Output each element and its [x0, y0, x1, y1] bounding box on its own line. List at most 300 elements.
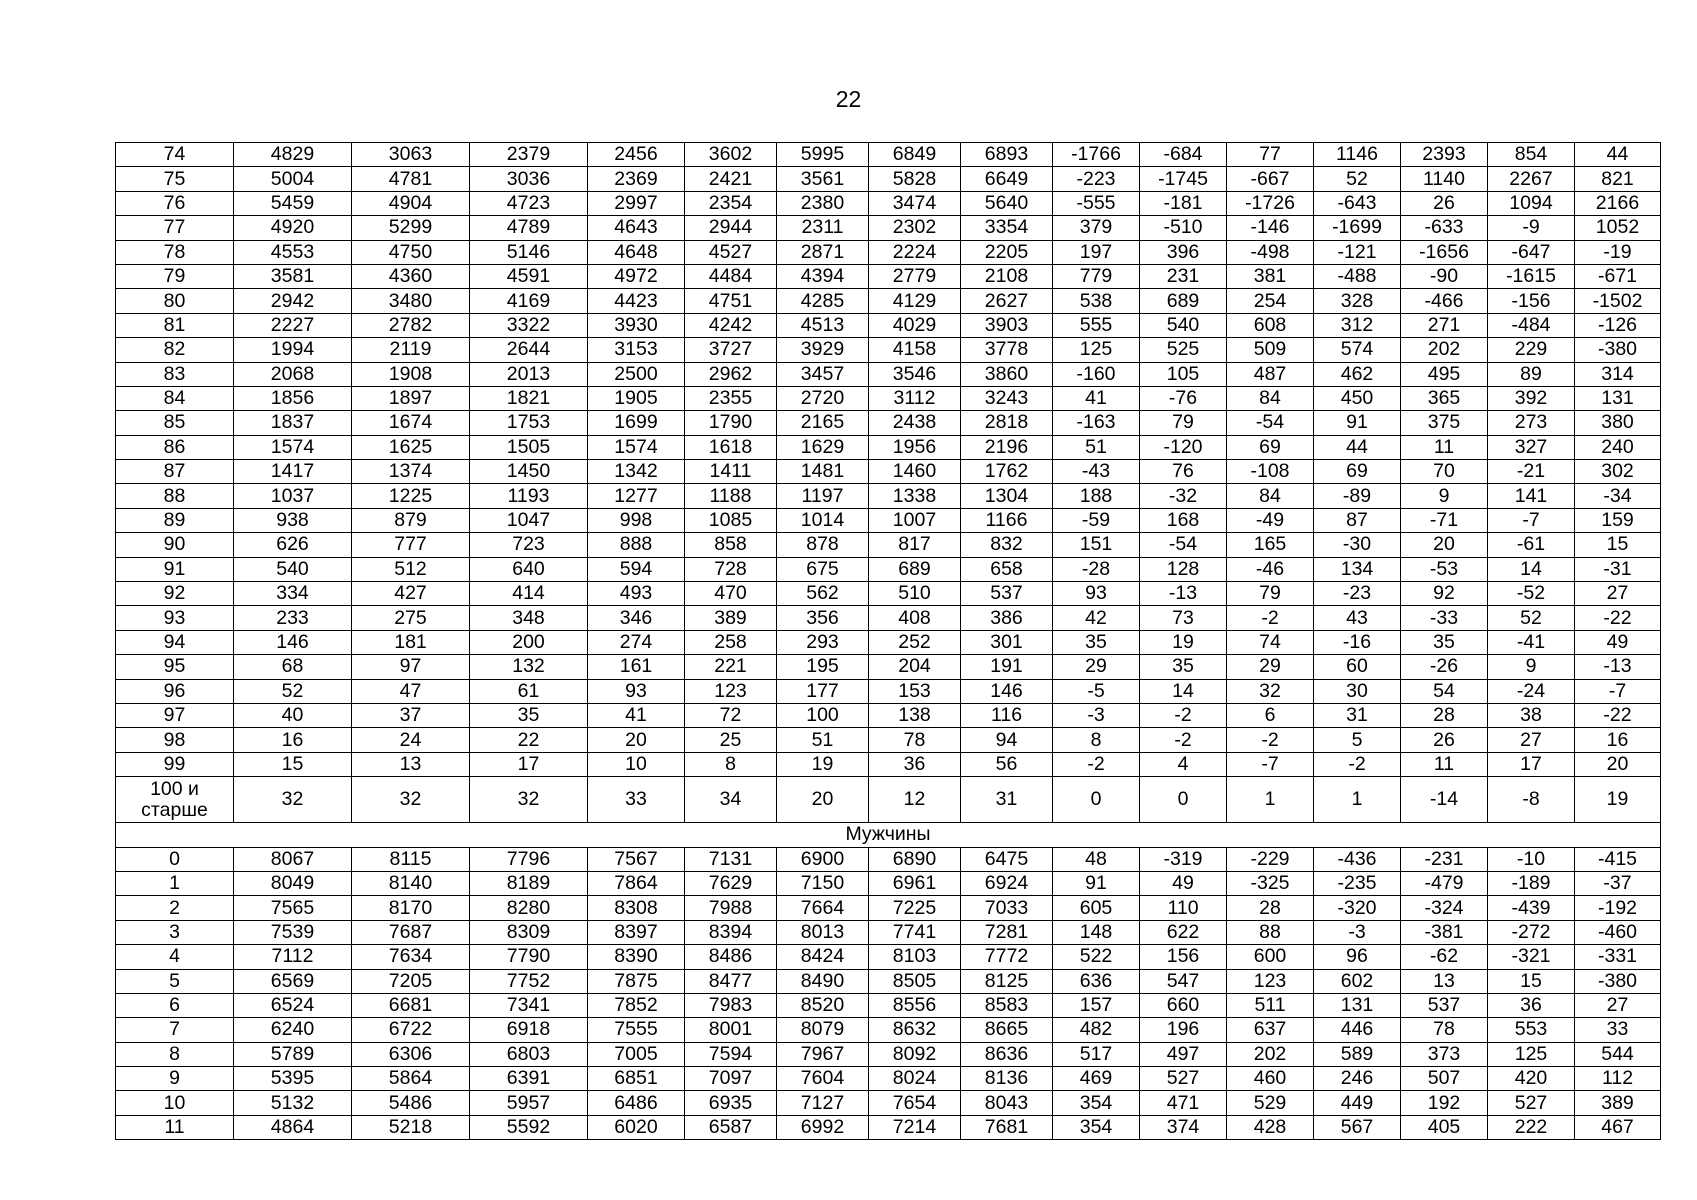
table-cell: 56 — [961, 752, 1053, 776]
table-cell: 622 — [1140, 920, 1227, 944]
table-cell: 1166 — [961, 508, 1053, 532]
table-cell: 275 — [352, 606, 470, 630]
table-cell: 4972 — [588, 264, 685, 288]
table-cell: 386 — [961, 606, 1053, 630]
table-cell: 40 — [234, 703, 352, 727]
table-cell: -7 — [1488, 508, 1575, 532]
table-cell: 4904 — [352, 191, 470, 215]
table-cell: 1417 — [234, 460, 352, 484]
table-cell: 6569 — [234, 969, 352, 993]
table-cell: 1790 — [685, 411, 777, 435]
table-cell: 13 — [352, 752, 470, 776]
table-cell: 405 — [1401, 1115, 1488, 1139]
table-cell: 8125 — [961, 969, 1053, 993]
table-cell: 2068 — [234, 362, 352, 386]
table-cell: 31 — [1314, 703, 1401, 727]
table-row — [116, 362, 1661, 386]
table-cell: 1 — [1314, 777, 1401, 823]
table-cell: 605 — [1053, 896, 1140, 920]
table-cell: 525 — [1140, 338, 1227, 362]
table-cell: 470 — [685, 582, 777, 606]
table-row — [116, 460, 1661, 484]
table-cell: 148 — [1053, 920, 1140, 944]
table-cell: -633 — [1401, 216, 1488, 240]
table-cell: 4648 — [588, 240, 685, 264]
table-cell: -32 — [1140, 484, 1227, 508]
table-cell: 637 — [1227, 1018, 1314, 1042]
table-row — [116, 508, 1661, 532]
table-cell: 495 — [1401, 362, 1488, 386]
table-cell: -223 — [1053, 167, 1140, 191]
table-cell: -235 — [1314, 871, 1401, 895]
table-cell: -22 — [1575, 606, 1661, 630]
table-cell: 334 — [234, 582, 352, 606]
table-cell: -37 — [1575, 871, 1661, 895]
table-cell: 1574 — [588, 435, 685, 459]
table-cell: 3112 — [869, 386, 961, 410]
table-cell: 328 — [1314, 289, 1401, 313]
table-cell: 6486 — [588, 1091, 685, 1115]
table-cell: -2 — [1140, 728, 1227, 752]
table-cell: 252 — [869, 630, 961, 654]
table-cell: -488 — [1314, 264, 1401, 288]
table-cell: 32 — [352, 777, 470, 823]
table-cell: 8490 — [777, 969, 869, 993]
table-cell: 1574 — [234, 435, 352, 459]
table-cell: 8049 — [234, 871, 352, 895]
table-cell: 48 — [1053, 847, 1140, 871]
table-cell: 1411 — [685, 460, 777, 484]
table-cell: -3 — [1314, 920, 1401, 944]
table-cell: 52 — [1314, 167, 1401, 191]
table-cell: 44 — [1314, 435, 1401, 459]
table-cell: 231 — [1140, 264, 1227, 288]
table-cell: 4920 — [234, 216, 352, 240]
table-row — [116, 777, 1661, 823]
table-cell: 9 — [1401, 484, 1488, 508]
table-cell: -1726 — [1227, 191, 1314, 215]
table-cell: 3929 — [777, 338, 869, 362]
table-cell: -380 — [1575, 969, 1661, 993]
table-cell: 675 — [777, 557, 869, 581]
table-row — [116, 484, 1661, 508]
table-cell: 93 — [588, 679, 685, 703]
table-cell: 254 — [1227, 289, 1314, 313]
table-cell: -24 — [1488, 679, 1575, 703]
table-cell: 229 — [1488, 338, 1575, 362]
table-cell: 1342 — [588, 460, 685, 484]
table-cell: 7687 — [352, 920, 470, 944]
table-cell: 6918 — [470, 1018, 588, 1042]
table-cell: 7681 — [961, 1115, 1053, 1139]
age-cell: 11 — [116, 1115, 234, 1139]
table-cell: -22 — [1575, 703, 1661, 727]
table-cell: -460 — [1575, 920, 1661, 944]
table-cell: 1856 — [234, 386, 352, 410]
table-cell: 100 — [777, 703, 869, 727]
table-cell: 4513 — [777, 313, 869, 337]
table-cell: 5640 — [961, 191, 1053, 215]
table-cell: 4864 — [234, 1115, 352, 1139]
table-cell: 51 — [777, 728, 869, 752]
table-cell: 41 — [1053, 386, 1140, 410]
table-cell: -34 — [1575, 484, 1661, 508]
table-cell: 7205 — [352, 969, 470, 993]
table-cell: 3036 — [470, 167, 588, 191]
table-cell: -479 — [1401, 871, 1488, 895]
table-cell: 529 — [1227, 1091, 1314, 1115]
age-cell: 1 — [116, 871, 234, 895]
table-cell: 35 — [470, 703, 588, 727]
table-cell: 8013 — [777, 920, 869, 944]
table-cell: 1994 — [234, 338, 352, 362]
table-cell: 79 — [1227, 582, 1314, 606]
table-cell: 408 — [869, 606, 961, 630]
table-cell: 36 — [1488, 993, 1575, 1017]
table-cell: 509 — [1227, 338, 1314, 362]
age-cell: 97 — [116, 703, 234, 727]
age-cell: 82 — [116, 338, 234, 362]
table-cell: 7150 — [777, 871, 869, 895]
table-cell: 4527 — [685, 240, 777, 264]
table-cell: 7127 — [777, 1091, 869, 1115]
table-row — [116, 969, 1661, 993]
table-cell: 2779 — [869, 264, 961, 288]
table-cell: 4723 — [470, 191, 588, 215]
table-cell: 640 — [470, 557, 588, 581]
table-cell: 1481 — [777, 460, 869, 484]
table-row — [116, 313, 1661, 337]
table-row — [116, 1115, 1661, 1139]
table-cell: 2108 — [961, 264, 1053, 288]
table-cell: 134 — [1314, 557, 1401, 581]
table-cell: -16 — [1314, 630, 1401, 654]
table-cell: 1277 — [588, 484, 685, 508]
table-cell: 8043 — [961, 1091, 1053, 1115]
table-cell: 8397 — [588, 920, 685, 944]
table-cell: 54 — [1401, 679, 1488, 703]
table-cell: -192 — [1575, 896, 1661, 920]
table-cell: 2013 — [470, 362, 588, 386]
table-cell: -320 — [1314, 896, 1401, 920]
table-cell: 146 — [234, 630, 352, 654]
table-cell: 879 — [352, 508, 470, 532]
age-cell: 100 и старше — [116, 777, 234, 823]
table-cell: 47 — [352, 679, 470, 703]
table-cell: 462 — [1314, 362, 1401, 386]
table-cell: 4643 — [588, 216, 685, 240]
table-cell: -33 — [1401, 606, 1488, 630]
table-cell: -76 — [1140, 386, 1227, 410]
table-cell: -1699 — [1314, 216, 1401, 240]
table-cell: 123 — [685, 679, 777, 703]
table-cell: -1766 — [1053, 143, 1140, 167]
table-cell: 689 — [1140, 289, 1227, 313]
table-cell: 2205 — [961, 240, 1053, 264]
table-cell: -1745 — [1140, 167, 1227, 191]
table-cell: 20 — [1401, 533, 1488, 557]
table-cell: 1037 — [234, 484, 352, 508]
table-cell: 8636 — [961, 1042, 1053, 1066]
table-row — [116, 1091, 1661, 1115]
table-row — [116, 557, 1661, 581]
table-cell: 1699 — [588, 411, 685, 435]
table-cell: 36 — [869, 752, 961, 776]
table-cell: 131 — [1575, 386, 1661, 410]
table-cell: -1615 — [1488, 264, 1575, 288]
table-row — [116, 338, 1661, 362]
table-cell: 27 — [1488, 728, 1575, 752]
table-cell: 392 — [1488, 386, 1575, 410]
table-cell: 5299 — [352, 216, 470, 240]
table-cell: 19 — [777, 752, 869, 776]
table-cell: 449 — [1314, 1091, 1401, 1115]
table-cell: 7852 — [588, 993, 685, 1017]
table-cell: -62 — [1401, 945, 1488, 969]
table-cell: 420 — [1488, 1067, 1575, 1091]
table-cell: 17 — [470, 752, 588, 776]
table-cell: -436 — [1314, 847, 1401, 871]
table-cell: 5864 — [352, 1067, 470, 1091]
table-cell: 51 — [1053, 435, 1140, 459]
table-cell: 1146 — [1314, 143, 1401, 167]
table-cell: 7225 — [869, 896, 961, 920]
table-cell: 191 — [961, 655, 1053, 679]
table-cell: 1674 — [352, 411, 470, 435]
table-cell: 1618 — [685, 435, 777, 459]
table-cell: 346 — [588, 606, 685, 630]
table-cell: -466 — [1401, 289, 1488, 313]
table-cell: 547 — [1140, 969, 1227, 993]
table-cell: 373 — [1401, 1042, 1488, 1066]
table-cell: 92 — [1401, 582, 1488, 606]
table-cell: 3474 — [869, 191, 961, 215]
table-cell: 1140 — [1401, 167, 1488, 191]
table-cell: 6890 — [869, 847, 961, 871]
table-cell: 446 — [1314, 1018, 1401, 1042]
table-row — [116, 871, 1661, 895]
table-cell: 32 — [234, 777, 352, 823]
table-cell: 487 — [1227, 362, 1314, 386]
table-cell: 52 — [1488, 606, 1575, 630]
age-cell: 76 — [116, 191, 234, 215]
table-cell: 3561 — [777, 167, 869, 191]
table-cell: 389 — [685, 606, 777, 630]
table-cell: 15 — [1488, 969, 1575, 993]
table-cell: 1094 — [1488, 191, 1575, 215]
table-cell: 156 — [1140, 945, 1227, 969]
table-cell: 7033 — [961, 896, 1053, 920]
table-cell: 327 — [1488, 435, 1575, 459]
table-cell: 4829 — [234, 143, 352, 167]
table-cell: 537 — [961, 582, 1053, 606]
table-cell: 471 — [1140, 1091, 1227, 1115]
table-cell: 608 — [1227, 313, 1314, 337]
table-cell: 4242 — [685, 313, 777, 337]
table-cell: 658 — [961, 557, 1053, 581]
table-cell: 70 — [1401, 460, 1488, 484]
table-cell: 527 — [1140, 1067, 1227, 1091]
table-cell: 6803 — [470, 1042, 588, 1066]
table-cell: 469 — [1053, 1067, 1140, 1091]
table-cell: 7565 — [234, 896, 352, 920]
table-cell: 2782 — [352, 313, 470, 337]
age-cell: 2 — [116, 896, 234, 920]
table-cell: 96 — [1314, 945, 1401, 969]
table-cell: 878 — [777, 533, 869, 557]
table-cell: -643 — [1314, 191, 1401, 215]
table-cell: 8189 — [470, 871, 588, 895]
table-cell: -10 — [1488, 847, 1575, 871]
table-cell: 636 — [1053, 969, 1140, 993]
table-cell: -381 — [1401, 920, 1488, 944]
table-cell: 25 — [685, 728, 777, 752]
table-cell: 271 — [1401, 313, 1488, 337]
age-cell: 79 — [116, 264, 234, 288]
table-cell: -21 — [1488, 460, 1575, 484]
table-cell: 74 — [1227, 630, 1314, 654]
table-cell: 4285 — [777, 289, 869, 313]
table-cell: 10 — [588, 752, 685, 776]
table-cell: 11 — [1401, 435, 1488, 459]
table-cell: 43 — [1314, 606, 1401, 630]
table-cell: 7555 — [588, 1018, 685, 1042]
table-cell: 6992 — [777, 1115, 869, 1139]
age-cell: 74 — [116, 143, 234, 167]
table-cell: 858 — [685, 533, 777, 557]
table-cell: 38 — [1488, 703, 1575, 727]
table-cell: 450 — [1314, 386, 1401, 410]
table-cell: -61 — [1488, 533, 1575, 557]
table-cell: 2438 — [869, 411, 961, 435]
table-cell: 6649 — [961, 167, 1053, 191]
table-cell: 1956 — [869, 435, 961, 459]
table-cell: 2369 — [588, 167, 685, 191]
table-cell: 44 — [1575, 143, 1661, 167]
table-cell: 3903 — [961, 313, 1053, 337]
table-cell: 3153 — [588, 338, 685, 362]
table-cell: 8170 — [352, 896, 470, 920]
table-cell: 5 — [1314, 728, 1401, 752]
age-cell: 4 — [116, 945, 234, 969]
table-cell: 49 — [1575, 630, 1661, 654]
table-cell: 91 — [1314, 411, 1401, 435]
table-cell: 1085 — [685, 508, 777, 532]
table-cell: -1656 — [1401, 240, 1488, 264]
table-cell: 428 — [1227, 1115, 1314, 1139]
table-cell: 35 — [1053, 630, 1140, 654]
table-cell: -2 — [1227, 728, 1314, 752]
table-cell: 29 — [1227, 655, 1314, 679]
table-cell: 7988 — [685, 896, 777, 920]
table-cell: 1197 — [777, 484, 869, 508]
table-cell: 112 — [1575, 1067, 1661, 1091]
table-cell: 17 — [1488, 752, 1575, 776]
table-cell: 938 — [234, 508, 352, 532]
table-row — [116, 993, 1661, 1017]
table-cell: 8486 — [685, 945, 777, 969]
table-cell: 177 — [777, 679, 869, 703]
table-cell: 4789 — [470, 216, 588, 240]
table-cell: 146 — [961, 679, 1053, 703]
table-cell: 181 — [352, 630, 470, 654]
table-cell: 8280 — [470, 896, 588, 920]
table-cell: 1837 — [234, 411, 352, 435]
table-cell: 5789 — [234, 1042, 352, 1066]
table-cell: 28 — [1401, 703, 1488, 727]
table-cell: -31 — [1575, 557, 1661, 581]
age-cell: 90 — [116, 533, 234, 557]
table-cell: 626 — [234, 533, 352, 557]
table-cell: 1905 — [588, 386, 685, 410]
table-cell: 6240 — [234, 1018, 352, 1042]
table-cell: 24 — [352, 728, 470, 752]
table-cell: 6961 — [869, 871, 961, 895]
table-cell: 3727 — [685, 338, 777, 362]
table-cell: -272 — [1488, 920, 1575, 944]
table-cell: 2165 — [777, 411, 869, 435]
table-cell: 132 — [470, 655, 588, 679]
table-cell: 159 — [1575, 508, 1661, 532]
table-cell: 427 — [352, 582, 470, 606]
table-cell: 6935 — [685, 1091, 777, 1115]
table-cell: 233 — [234, 606, 352, 630]
table-cell: 188 — [1053, 484, 1140, 508]
table-cell: 379 — [1053, 216, 1140, 240]
table-cell: 8115 — [352, 847, 470, 871]
table-cell: 594 — [588, 557, 685, 581]
table-cell: 68 — [234, 655, 352, 679]
table-cell: 78 — [1401, 1018, 1488, 1042]
table-cell: 3581 — [234, 264, 352, 288]
table-row — [116, 167, 1661, 191]
table-cell: -26 — [1401, 655, 1488, 679]
age-cell: 88 — [116, 484, 234, 508]
table-cell: 6849 — [869, 143, 961, 167]
table-cell: -13 — [1140, 582, 1227, 606]
table-cell: 128 — [1140, 557, 1227, 581]
table-cell: 389 — [1575, 1091, 1661, 1115]
table-cell: 2871 — [777, 240, 869, 264]
table-cell: 5146 — [470, 240, 588, 264]
table-cell: 138 — [869, 703, 961, 727]
table-cell: 2627 — [961, 289, 1053, 313]
table-cell: 2421 — [685, 167, 777, 191]
table-cell: 7664 — [777, 896, 869, 920]
table-cell: 7796 — [470, 847, 588, 871]
table-cell: 11 — [1401, 752, 1488, 776]
table-cell: 5828 — [869, 167, 961, 191]
table-cell: 540 — [234, 557, 352, 581]
table-cell: 2166 — [1575, 191, 1661, 215]
table-cell: 14 — [1488, 557, 1575, 581]
table-cell: 69 — [1227, 435, 1314, 459]
table-cell: 7864 — [588, 871, 685, 895]
table-row — [116, 606, 1661, 630]
table-cell: 200 — [470, 630, 588, 654]
table-cell: -667 — [1227, 167, 1314, 191]
table-cell: 29 — [1053, 655, 1140, 679]
table-cell: 7634 — [352, 945, 470, 969]
table-cell: 8067 — [234, 847, 352, 871]
table-cell: 3480 — [352, 289, 470, 313]
table-cell: 153 — [869, 679, 961, 703]
table-cell: 2720 — [777, 386, 869, 410]
table-cell: 493 — [588, 582, 685, 606]
table-cell: 202 — [1401, 338, 1488, 362]
table-cell: 527 — [1488, 1091, 1575, 1115]
table-cell: 4591 — [470, 264, 588, 288]
